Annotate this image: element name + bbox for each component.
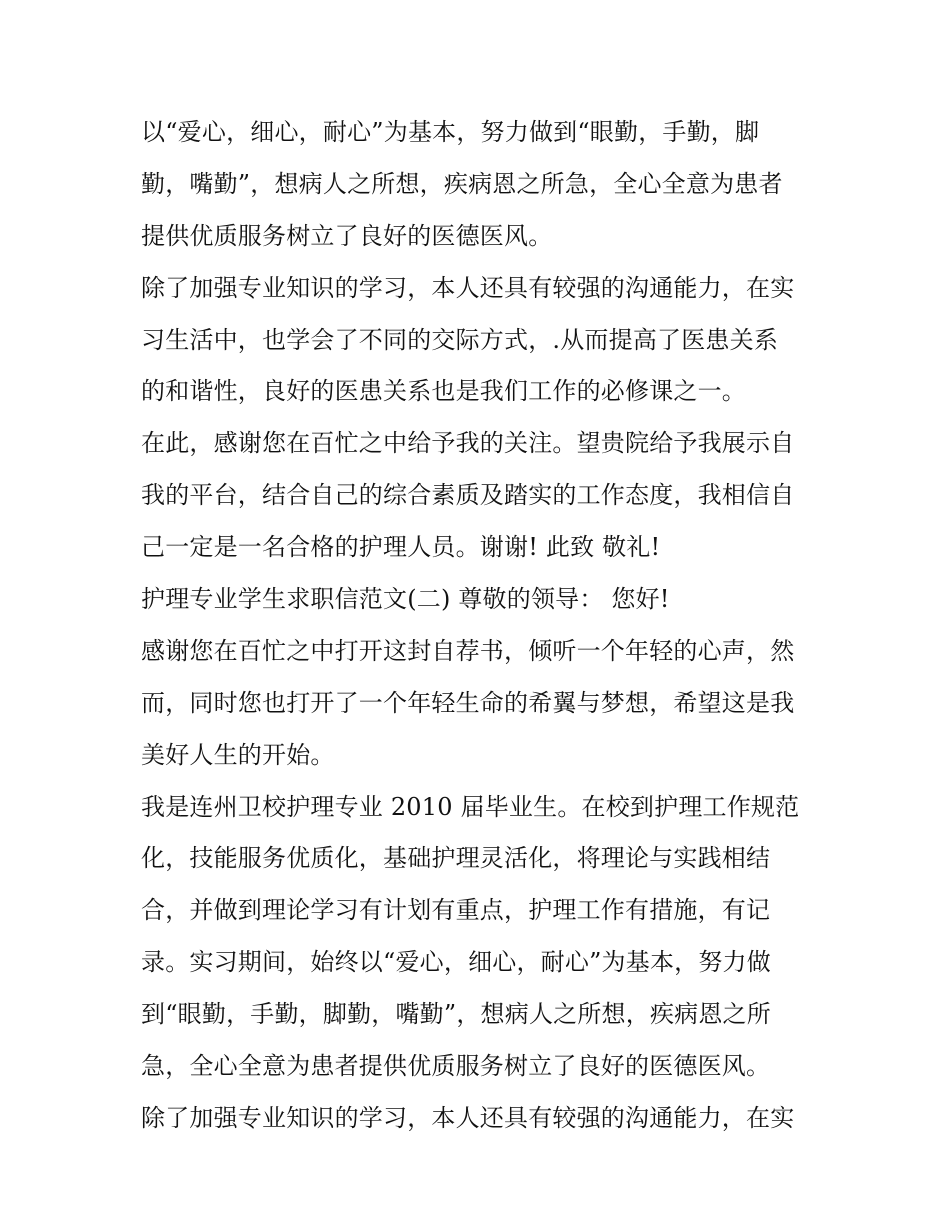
text-line: 己一定是一名合格的护理人员。谢谢! 此致 敬礼! [141,533,661,562]
text-line: 在此，感谢您在百忙之中给予我的关注。望贵院给予我展示自 [141,429,795,458]
text-line: 勤，嘴勤”，想病人之所想，疾病恩之所急，全心全意为患者 [141,169,783,198]
text-line: 感谢您在百忙之中打开这封自荐书，倾听一个年轻的心声，然 [141,636,795,665]
text-line: 除了加强专业知识的学习，本人还具有较强的沟通能力，在实 [141,1103,795,1132]
text-line: 录。实习期间，始终以“爱心，细心，耐心”为基本，努力做 [141,948,771,977]
text-line: 美好人生的开始。 [141,740,335,769]
text-line: 急，全心全意为患者提供优质服务树立了良好的医德医风。 [141,1052,771,1081]
section-heading-line: 护理专业学生求职信范文(二) 尊敬的领导： 您好! [141,585,670,614]
text-line: 习生活中，也学会了不同的交际方式，.从而提高了医患关系 [141,325,779,354]
text-line: 以“爱心，细心，耐心”为基本，努力做到“眼勤，手勤，脚 [141,118,760,146]
text-line: 提供优质服务树立了良好的医德医风。 [141,221,553,250]
text-line: 而，同时您也打开了一个年轻生命的希翼与梦想，希望这是我 [141,688,795,717]
document-body [141,107,831,1145]
text-line: 除了加强专业知识的学习，本人还具有较强的沟通能力，在实 [141,273,795,302]
text-line: 合，并做到理论学习有计划有重点，护理工作有措施，有记 [141,896,771,925]
text-line: 的和谐性，良好的医患关系也是我们工作的必修课之一。 [141,377,746,406]
text-line: 化，技能服务优质化，基础护理灵活化，将理论与实践相结 [141,844,771,873]
text-line: 到“眼勤，手勤，脚勤，嘴勤”，想病人之所想，疾病恩之所 [141,1000,771,1029]
text-line: 我的平台，结合自己的综合素质及踏实的工作态度，我相信自 [141,481,795,510]
text-line: 我是连州卫校护理专业 2010 届毕业生。在校到护理工作规范 [141,792,800,821]
